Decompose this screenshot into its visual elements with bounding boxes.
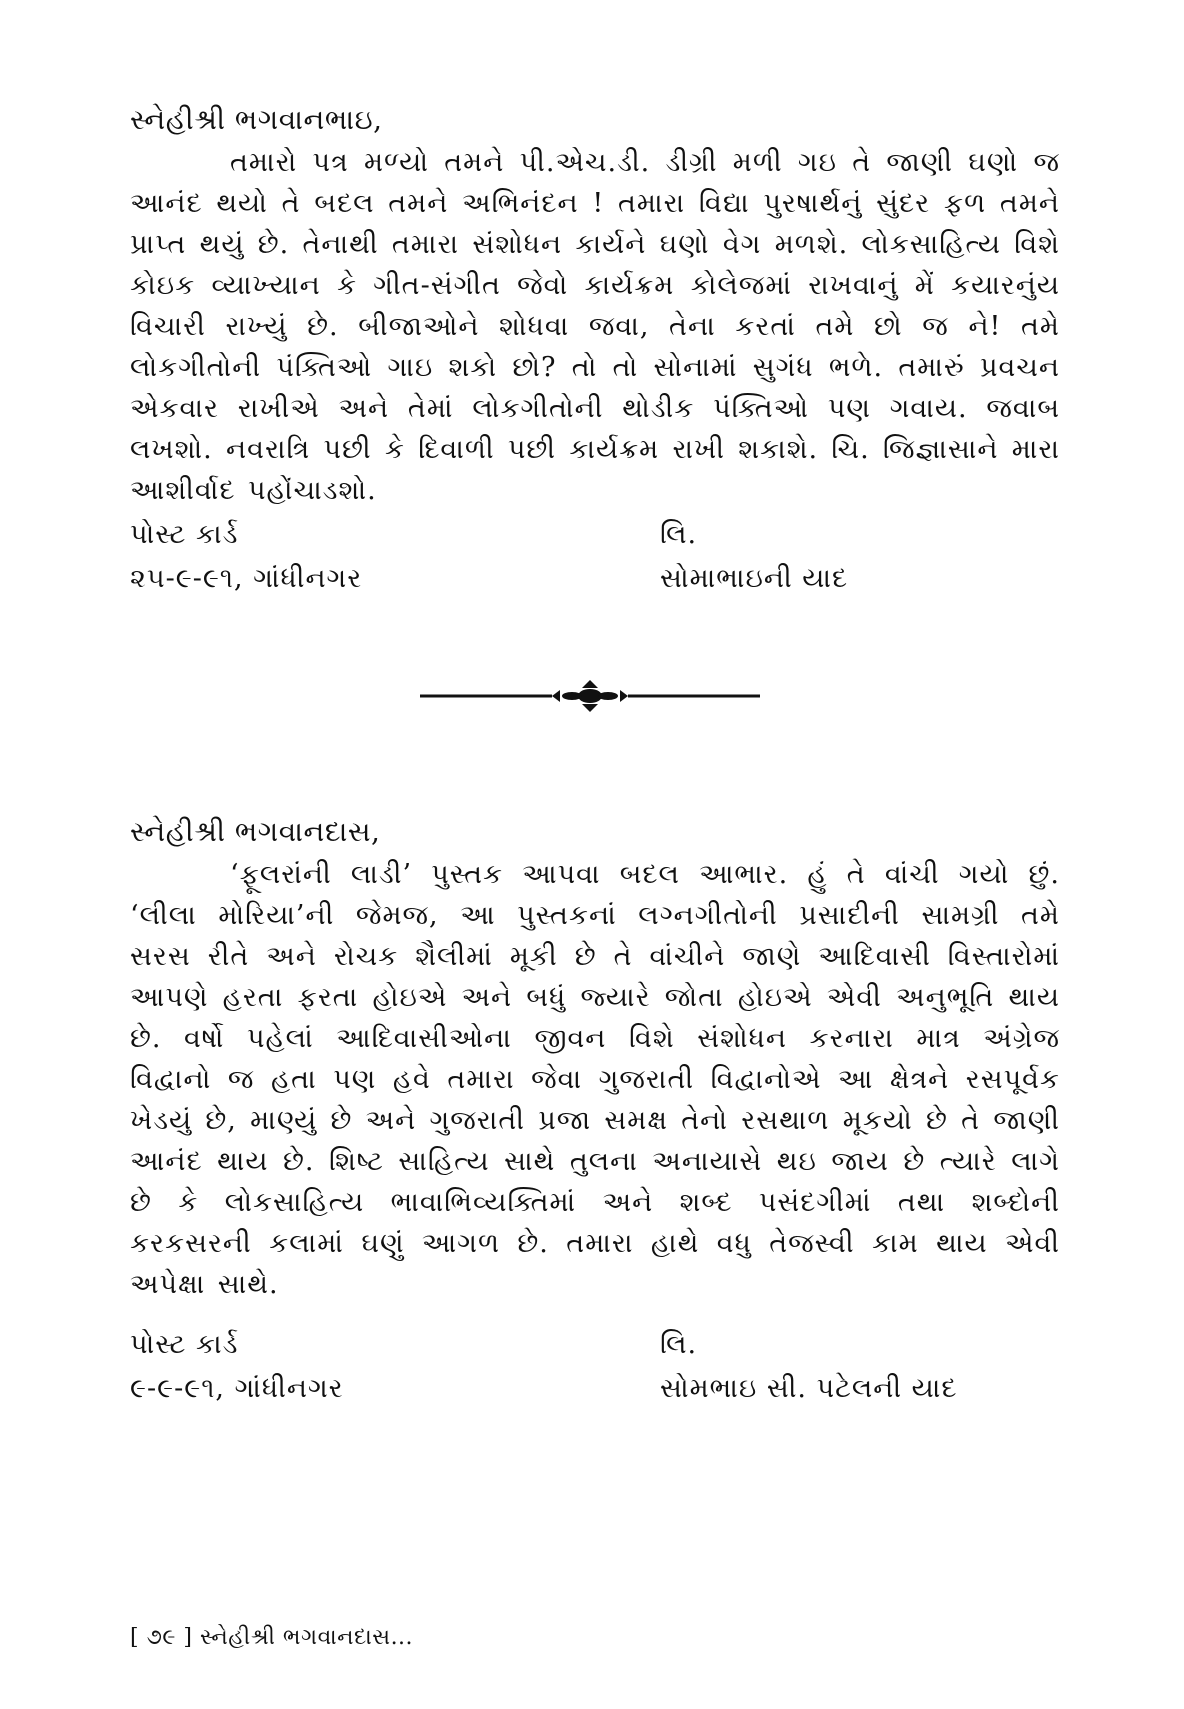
footer-bracket-open: [ (130, 1625, 147, 1650)
page-footer (130, 1625, 413, 1650)
letter-2-body: ‘ફૂલરાંની લાડી’ પુસ્તક આપવા બદલ આભાર. હું તે વાંચી ગયો છું. ‘લીલા મોરિયા’ની જેમજ, આ પુસ્તકનાં લગ્નગીતોની પ્રસાદીની સામગ્રી તમે સરસ રીતે અને રોચક શૈલીમાં મૂકી છે તે વાંચીને જાણે આદિવાસી વિસ્તારોમાં આપણે હરતા ફરતા હોઇએ અને બધું જ્યારે જોતા હોઇએ એવી અનુભૂતિ થાય છે. વર્ષો પહેલાં આદિવાસીઓના જીવન વિશે સંશોધન કરનારા માત્ર અંગ્રેજ વિદ્વાનો જ હતા પણ હવે તમારા જેવા ગુજરાતી વિદ્વાનોએ આ ક્ષેત્રને રસપૂર્વક ખેડયું છે, માણ્યું છે અને ગુજરાતી પ્રજા સમક્ષ તેનો રસથાળ મૂકયો છે તે જાણી આનંદ થાય છે. શિષ્ટ સાહિત્ય સાથે તુલના અનાયાસે થઇ જાય છે ત્યારે લાગે છે કે લોકસાહિત્ય ભાવાભિવ્યક્તિમાં અને શબ્દ પસંદગીમાં તથા શબ્દોની કરકસરની કલામાં ઘણું આગળ છે. તમારા હાથે વધુ તેજસ્વી કામ થાય એવી અપેક્ષા સાથે. (130, 859, 1060, 1300)
letter-1-salutation: સ્નેહીશ્રી ભગવાનભાઇ, (130, 103, 383, 136)
letter-2-from-label: લિ. (660, 1329, 698, 1360)
letter-1-signature: સોમાભાઇની યાદ (660, 563, 849, 594)
letter-1-body: તમારો પત્ર મળ્યો તમને પી.એચ.ડી. ડીગ્રી મળી ગઇ તે જાણી ઘણો જ આનંદ થયો તે બદલ તમને અભિનંદન ! તમારા વિદ્યા પુરષાર્થનું સુંદર ફળ તમને પ્રાપ્ત થયું છે. તેનાથી તમારા સંશોધન કાર્યને ઘણો વેગ મળશે. લોકસાહિત્ય વિશે કોઇક વ્યાખ્યાન કે ગીત-સંગીત જેવો કાર્યક્રમ કોલેજમાં રાખવાનું મેં કયારનુંય વિચારી રાખ્યું છે. બીજાઓને શોધવા જવા, તેના કરતાં તમે છો જ ને! તમે લોકગીતોની પંક્તિઓ ગાઇ શકો છો? તો તો સોનામાં સુગંધ ભળે. તમારું પ્રવચન એકવાર રાખીએ અને તેમાં લોકગીતોની થોડીક પંક્તિઓ પણ ગવાય. જવાબ લખશો. નવરાત્રિ પછી કે દિવાળી પછી કાર્યક્રમ રાખી શકાશે. ચિ. જિજ્ઞાસાને મારા આશીર્વાદ પહોંચાડશો. (130, 147, 1060, 506)
letter-2-signature: સોમભાઇ સી. પટેલની યાદ (660, 1373, 958, 1404)
letter-1-signature-row-1 (130, 513, 1060, 557)
footer-bracket-close: ] (175, 1625, 200, 1650)
running-title: સ્નેહીશ્રી ભગવાનદાસ... (199, 1625, 414, 1650)
page-number: ૭૯ (146, 1625, 176, 1650)
letter-1-date-place: ૨૫-૯-૯૧, ગાંધીનગર (130, 563, 363, 594)
flourish-icon (552, 680, 628, 712)
letter-1 (130, 100, 1060, 601)
ornamental-divider (420, 676, 760, 716)
letter-2-salutation: સ્નેહીશ્રી ભગવાનદાસ, (130, 815, 381, 848)
letter-1-card-type: પોસ્ટ કાર્ડ (130, 519, 239, 550)
letter-1-from-label: લિ. (660, 519, 698, 550)
letter-2-signature-row-1 (130, 1323, 1060, 1367)
letter-2-card-type: પોસ્ટ કાર્ડ (130, 1329, 239, 1360)
letter-2 (130, 812, 1060, 1411)
letter-2-date-place: ૯-૯-૯૧, ગાંધીનગર (130, 1373, 344, 1404)
letter-1-signature-row-2 (130, 557, 1060, 601)
letter-2-signature-row-2 (130, 1367, 1060, 1411)
